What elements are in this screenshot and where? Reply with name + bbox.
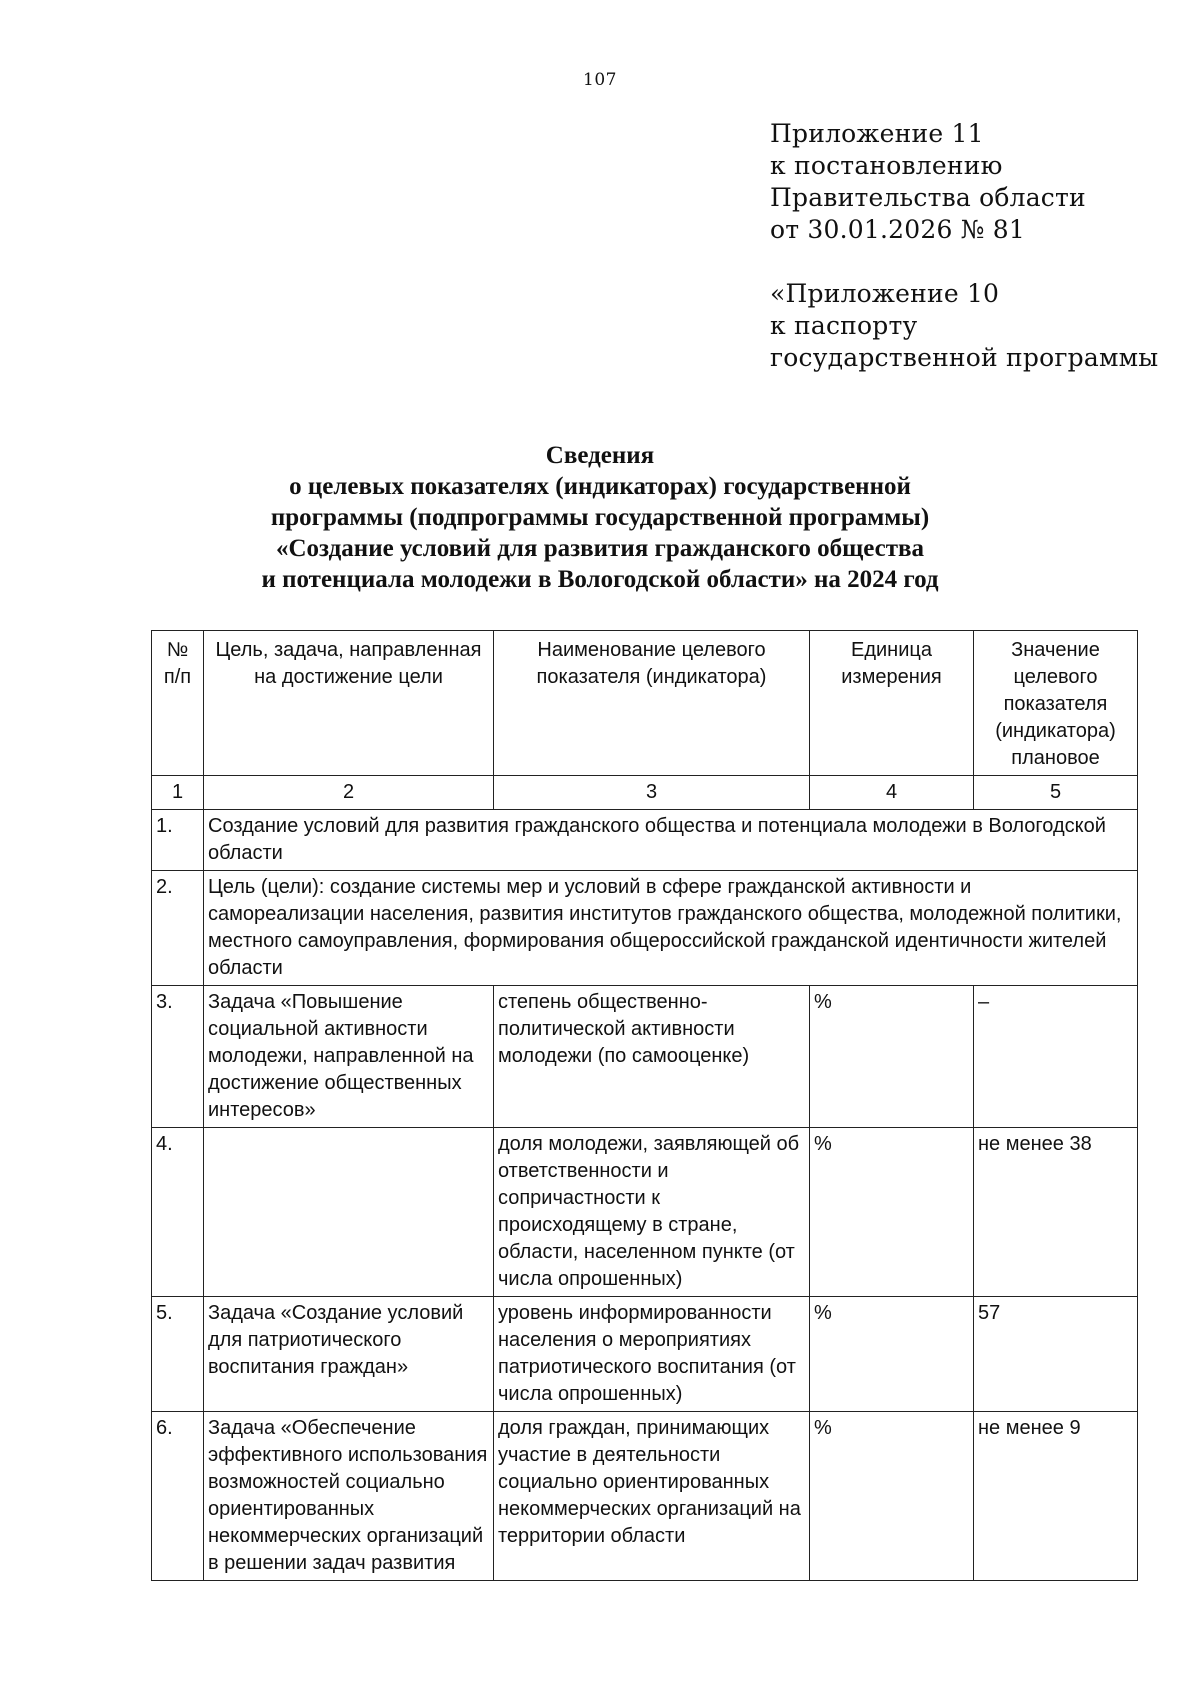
title-line: о целевых показателях (индикаторах) государственной — [289, 473, 911, 500]
table-row — [152, 1128, 1138, 1297]
row-merged-text: Цель (цели): создание системы мер и условий в сфере гражданской активности и самореализации населения, развития институтов гражданского общества, молодежной политики, местного самоуправления, формирования общероссийской гражданской идентичности жителей области — [204, 871, 1138, 986]
table-row — [152, 810, 1138, 871]
appendix-line: к постановлению — [770, 151, 1003, 180]
row-indicator: уровень информированности населения о мероприятиях патриотического воспитания (от числа опрошенных) — [494, 1297, 810, 1412]
passport-line: к паспорту — [770, 311, 918, 340]
title-line: и потенциала молодежи в Вологодской области» на 2024 год — [261, 566, 939, 593]
row-indicator: доля граждан, принимающих участие в деятельности социально ориентированных некоммерческих организаций на территории области — [494, 1412, 810, 1581]
indicators-table — [151, 630, 1138, 1581]
column-number: 5 — [974, 776, 1138, 810]
row-unit: % — [810, 986, 974, 1128]
row-unit: % — [810, 1128, 974, 1297]
row-value: – — [974, 986, 1138, 1128]
passport-line: государственной программы — [770, 343, 1159, 372]
row-num: 2. — [152, 871, 204, 986]
passport-block — [770, 278, 1158, 374]
row-goal — [204, 1128, 494, 1297]
page-number: 107 — [583, 70, 617, 90]
column-number-row — [152, 776, 1138, 810]
appendix-line: Правительства области — [770, 183, 1086, 212]
header-unit: Единица измерения — [810, 631, 974, 776]
row-indicator: доля молодежи, заявляющей об ответственности и сопричастности к происходящему в стране, области, населенном пункте (от числа опрошенных) — [494, 1128, 810, 1297]
header-goal: Цель, задача, направленная на достижение цели — [204, 631, 494, 776]
row-unit: % — [810, 1412, 974, 1581]
row-num: 3. — [152, 986, 204, 1128]
column-number: 4 — [810, 776, 974, 810]
table-header-row — [152, 631, 1138, 776]
title-line: программы (подпрограммы государственной программы) — [270, 504, 930, 531]
row-unit: % — [810, 1297, 974, 1412]
table-row — [152, 1412, 1138, 1581]
appendix-block — [770, 118, 1086, 246]
table-row — [152, 871, 1138, 986]
title-line: «Создание условий для развития гражданского общества — [276, 535, 924, 562]
document-title — [0, 440, 1200, 595]
row-value: не менее 38 — [974, 1128, 1138, 1297]
column-number: 2 — [204, 776, 494, 810]
header-value: Значение целевого показателя (индикатора) плановое — [974, 631, 1138, 776]
row-merged-text: Создание условий для развития гражданского общества и потенциала молодежи в Вологодской области — [204, 810, 1138, 871]
row-value: не менее 9 — [974, 1412, 1138, 1581]
row-goal: Задача «Обеспечение эффективного использования возможностей социально ориентированных некоммерческих организаций в решении задач развития — [204, 1412, 494, 1581]
passport-line: «Приложение 10 — [770, 279, 1000, 308]
column-number: 3 — [494, 776, 810, 810]
row-indicator: степень общественно-политической активности молодежи (по самооценке) — [494, 986, 810, 1128]
title-line: Сведения — [545, 442, 655, 469]
row-goal: Задача «Повышение социальной активности молодежи, направленной на достижение общественных интересов» — [204, 986, 494, 1128]
appendix-line: Приложение 11 — [770, 119, 984, 148]
column-number: 1 — [152, 776, 204, 810]
row-num: 4. — [152, 1128, 204, 1297]
row-goal: Задача «Создание условий для патриотического воспитания граждан» — [204, 1297, 494, 1412]
row-value: 57 — [974, 1297, 1138, 1412]
header-num: № п/п — [152, 631, 204, 776]
header-indicator: Наименование целевого показателя (индикатора) — [494, 631, 810, 776]
appendix-line: от 30.01.2026 № 81 — [770, 215, 1025, 244]
row-num: 1. — [152, 810, 204, 871]
row-num: 6. — [152, 1412, 204, 1581]
table-row — [152, 1297, 1138, 1412]
table-row — [152, 986, 1138, 1128]
row-num: 5. — [152, 1297, 204, 1412]
